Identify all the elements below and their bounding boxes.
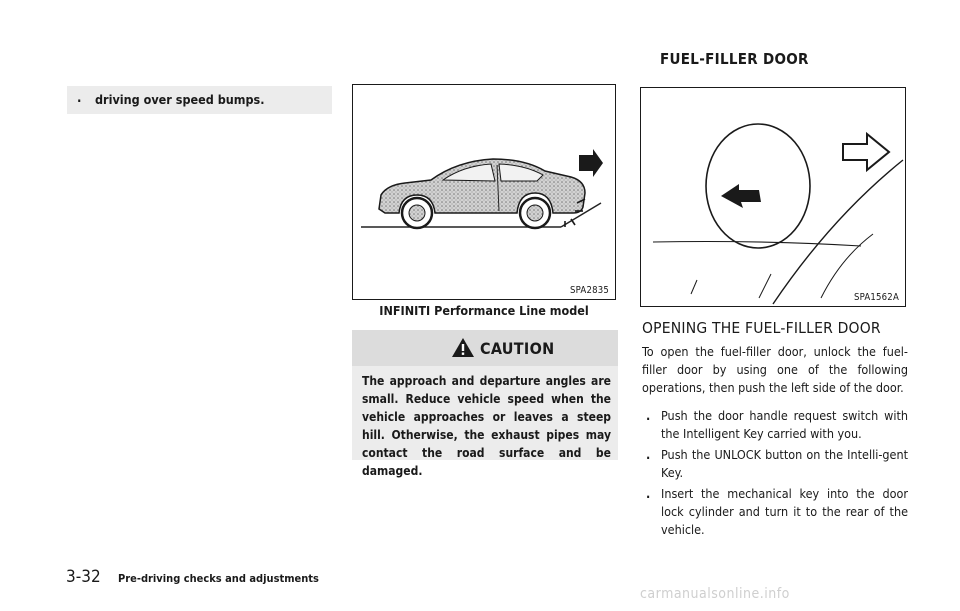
bullet-dot: . [77, 91, 82, 106]
watermark: carmanualsonline.info [640, 586, 790, 602]
car-illustration [353, 85, 614, 298]
caution-text: The approach and departure angles are small. Reduce vehicle speed when the vehicle approaches or leaves a steep hill. Otherwise, the exhaust pipes may contact the road surface and be damaged. [362, 374, 611, 478]
caution-header [352, 330, 618, 366]
car-illustration-figure [352, 84, 616, 300]
list-item [67, 86, 332, 114]
list-item-text: Insert the mechanical key into the door lock cylinder and turn it to the rear of the vehicle. [661, 486, 908, 537]
figure-caption: INFINITI Performance Line model [379, 303, 589, 318]
caution-box [352, 366, 618, 478]
page-number: 3-32 [66, 567, 101, 587]
section-title: FUEL-FILLER DOOR [660, 50, 809, 68]
list-item-text: Push the UNLOCK button on the Intelli-gent Key. [661, 447, 908, 480]
list-item [642, 407, 908, 443]
bullet-text: driving over speed bumps. [95, 92, 265, 107]
bullet-dot: . [646, 486, 651, 501]
chapter-title: Pre-driving checks and adjustments [118, 572, 319, 585]
list-item [642, 446, 908, 482]
list-item-text: Push the door handle request switch with the Intelligent Key carried with you. [661, 408, 908, 441]
subsection-title: OPENING THE FUEL-FILLER DOOR [642, 319, 881, 337]
intro-paragraph: To open the fuel-filler door, unlock the fuel-filler door by using one of the following operations, then push the left side of the door. [642, 344, 908, 395]
fuel-door-figure [640, 87, 906, 307]
figure-code: SPA2835 [570, 285, 609, 296]
bullet-dot: . [646, 447, 651, 462]
list-item [642, 485, 908, 539]
warning-icon [451, 337, 475, 358]
fuel-door-illustration [641, 88, 904, 305]
figure-code: SPA1562A [853, 292, 899, 303]
operation-list [642, 407, 908, 542]
caution-title: CAUTION [480, 339, 555, 358]
bullet-dot: . [646, 408, 651, 423]
